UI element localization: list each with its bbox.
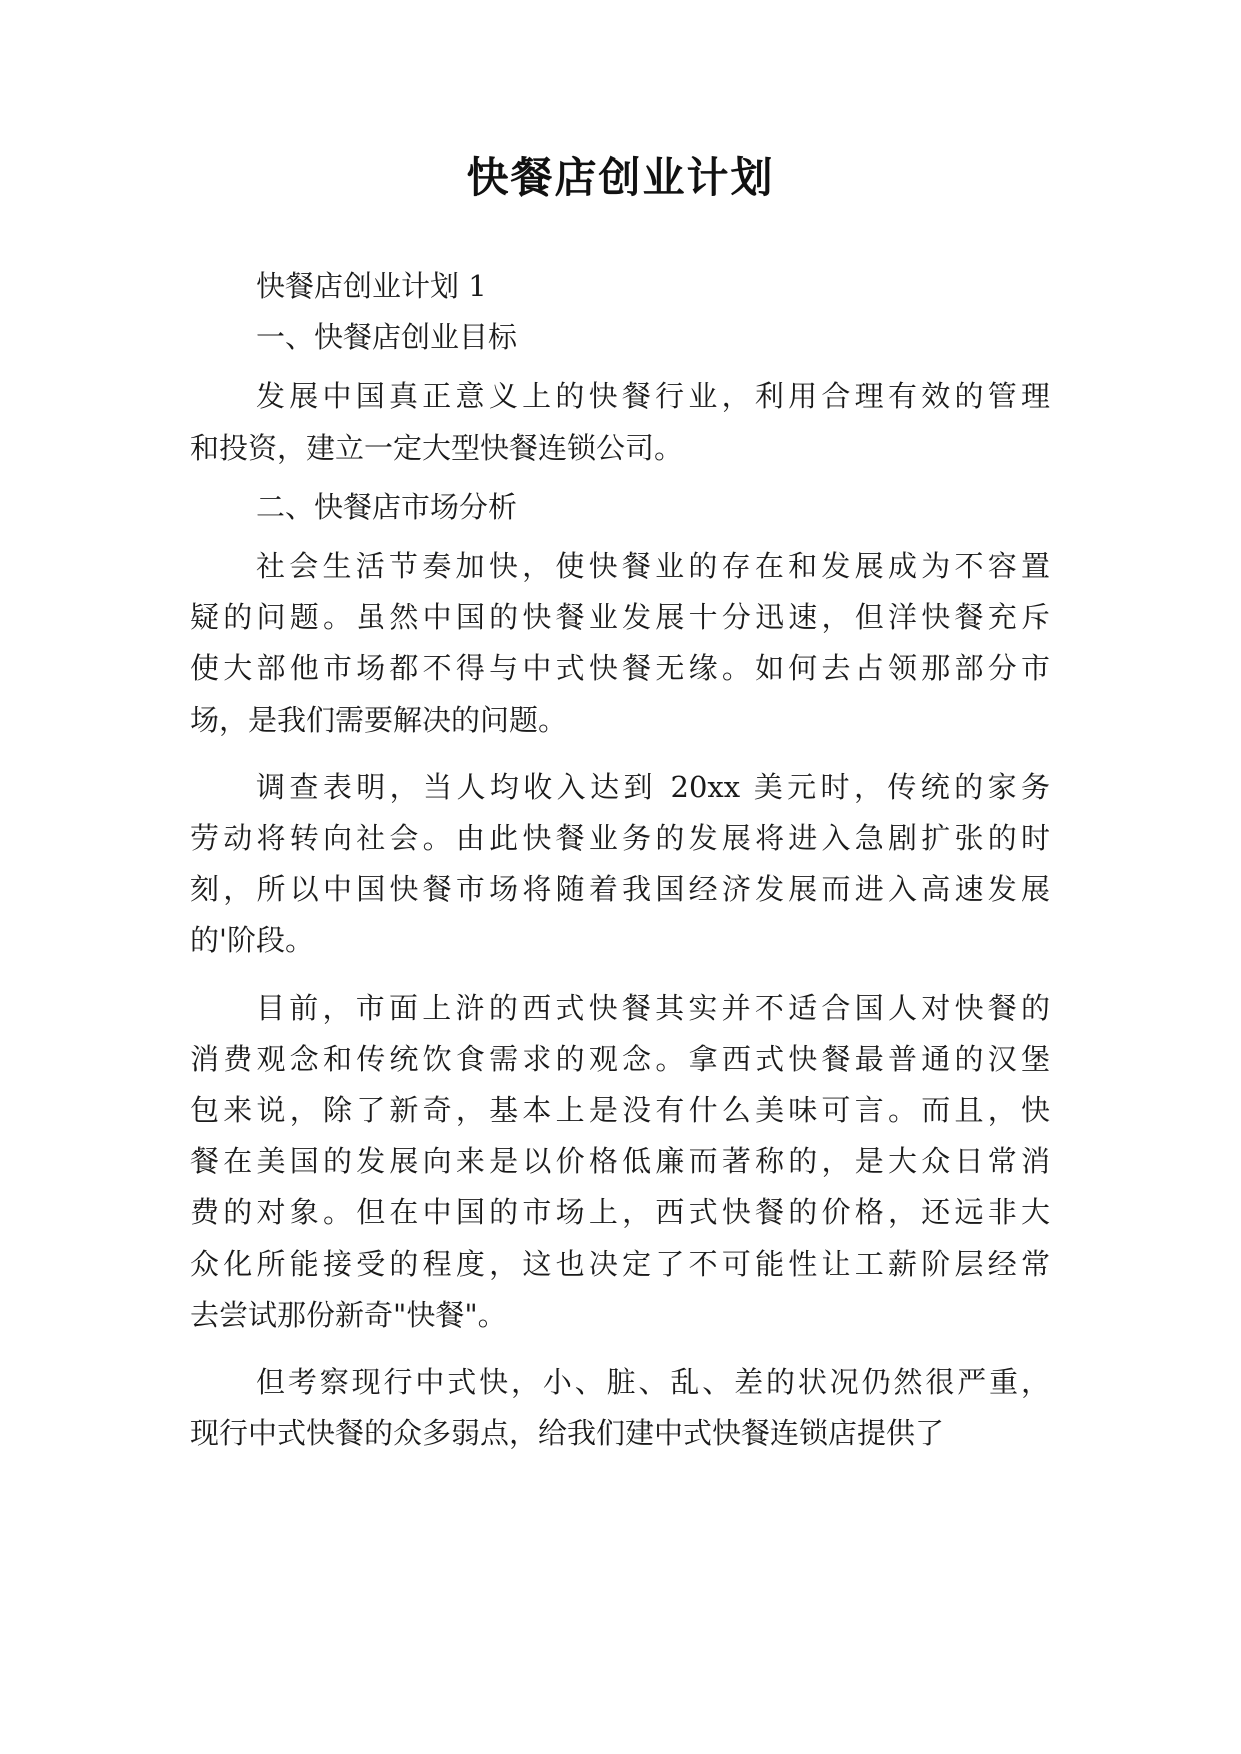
document-title: 快餐店创业计划 <box>466 153 775 202</box>
paragraph-line: 劳动将转向社会。由此快餐业务的发展将进入急剧扩张的时 <box>190 821 1050 855</box>
paragraph-line: 众化所能接受的程度，这也决定了不可能性让工薪阶层经常 <box>190 1247 1050 1281</box>
paragraph-line: 场，是我们需要解决的问题。 <box>190 703 568 737</box>
paragraph-line: 疑的问题。虽然中国的快餐业发展十分迅速，但洋快餐充斥 <box>190 600 1050 634</box>
section-heading: 一、快餐店创业目标 <box>256 320 518 354</box>
paragraph-line: 发展中国真正意义上的快餐行业，利用合理有效的管理 <box>256 379 1050 413</box>
section-heading: 快餐店创业计划 1 <box>256 269 487 303</box>
paragraph-line: 包来说，除了新奇，基本上是没有什么美味可言。而且，快 <box>190 1093 1050 1127</box>
paragraph-line: 目前，市面上浒的西式快餐其实并不适合国人对快餐的 <box>256 991 1050 1025</box>
paragraph-line: 的'阶段。 <box>190 923 314 957</box>
paragraph-line: 但考察现行中式快，小、脏、乱、差的状况仍然很严重， <box>256 1365 1050 1399</box>
paragraph-line: 和投资，建立一定大型快餐连锁公司。 <box>190 431 684 465</box>
paragraph-line: 去尝试那份新奇"快餐"。 <box>190 1298 507 1332</box>
paragraph-line: 使大部他市场都不得与中式快餐无缘。如何去占领那部分市 <box>190 651 1050 685</box>
paragraph-line: 费的对象。但在中国的市场上，西式快餐的价格，还远非大 <box>190 1195 1050 1229</box>
paragraph-line: 刻，所以中国快餐市场将随着我国经济发展而进入高速发展 <box>190 872 1050 906</box>
paragraph-line: 现行中式快餐的众多弱点，给我们建中式快餐连锁店提供了 <box>190 1416 945 1450</box>
paragraph-line: 餐在美国的发展向来是以价格低廉而著称的，是大众日常消 <box>190 1144 1050 1178</box>
paragraph-line: 调查表明，当人均收入达到 20xx 美元时，传统的家务 <box>256 770 1050 804</box>
paragraph-line: 社会生活节奏加快，使快餐业的存在和发展成为不容置 <box>256 549 1050 583</box>
paragraph-line: 消费观念和传统饮食需求的观念。拿西式快餐最普通的汉堡 <box>190 1042 1050 1076</box>
section-heading: 二、快餐店市场分析 <box>256 490 518 524</box>
